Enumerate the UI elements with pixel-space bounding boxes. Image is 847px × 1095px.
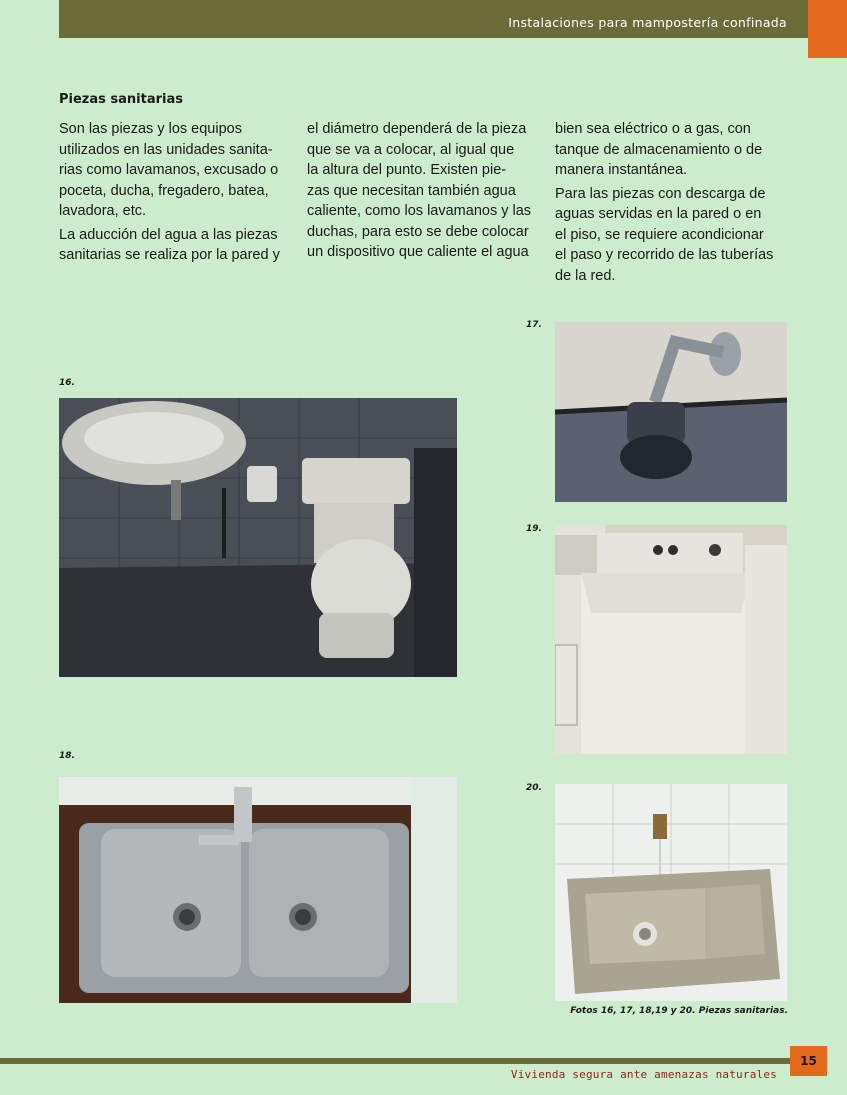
figure-18-label: 18.: [59, 751, 75, 761]
photo-kitchen-sink: [59, 777, 457, 1003]
text-column-3: [555, 119, 787, 289]
figure-16-label: 16.: [59, 378, 75, 388]
orange-corner-tab: [808, 0, 847, 58]
photo-washing-machine: [555, 525, 787, 754]
page-number: 15: [790, 1046, 827, 1076]
paragraph: bien sea eléctrico o a gas, con tanque de almacenamiento o de manera instantánea.: [555, 121, 763, 178]
footer-rule: [0, 1058, 790, 1064]
paragraph: Para las piezas con descarga de aguas servidas en la pared o en el piso, se requiere acondicionar el paso y recorrido de las tuberías de la red.: [555, 185, 774, 284]
section-heading: Piezas sanitarias: [59, 92, 183, 107]
photo-laundry-tub: [555, 784, 787, 1001]
figure-caption: Fotos 16, 17, 18,19 y 20. Piezas sanitarias.: [570, 1006, 788, 1016]
header-title: Instalaciones para mampostería confinada: [508, 15, 787, 30]
text-column-1: [59, 119, 289, 269]
header-bar: [59, 0, 827, 38]
figure-17-label: 17.: [526, 320, 542, 330]
paragraph: el diámetro dependerá de la pieza que se va a colocar, al igual que la altura del punto. Existen pie- zas que necesitan también agua caliente, como los lavamanos y las duchas, para esto se debe colocar un dispositivo que caliente el agua: [307, 121, 532, 260]
paragraph: Son las piezas y los equipos utilizados en las unidades sanita- rias como lavamanos, excusado o poceta, ducha, fregadero, batea, lavadora, etc.: [59, 121, 279, 219]
photo-bathroom-sink-toilet: [59, 398, 457, 677]
figure-19-label: 19.: [526, 524, 542, 534]
footer-title: Vivienda segura ante amenazas naturales: [510, 1068, 777, 1081]
photo-shower-head: [555, 322, 787, 502]
paragraph: La aducción del agua a las piezas sanitarias se realiza por la pared y: [59, 226, 280, 263]
figure-20-label: 20.: [526, 783, 542, 793]
text-column-2: [307, 119, 539, 266]
